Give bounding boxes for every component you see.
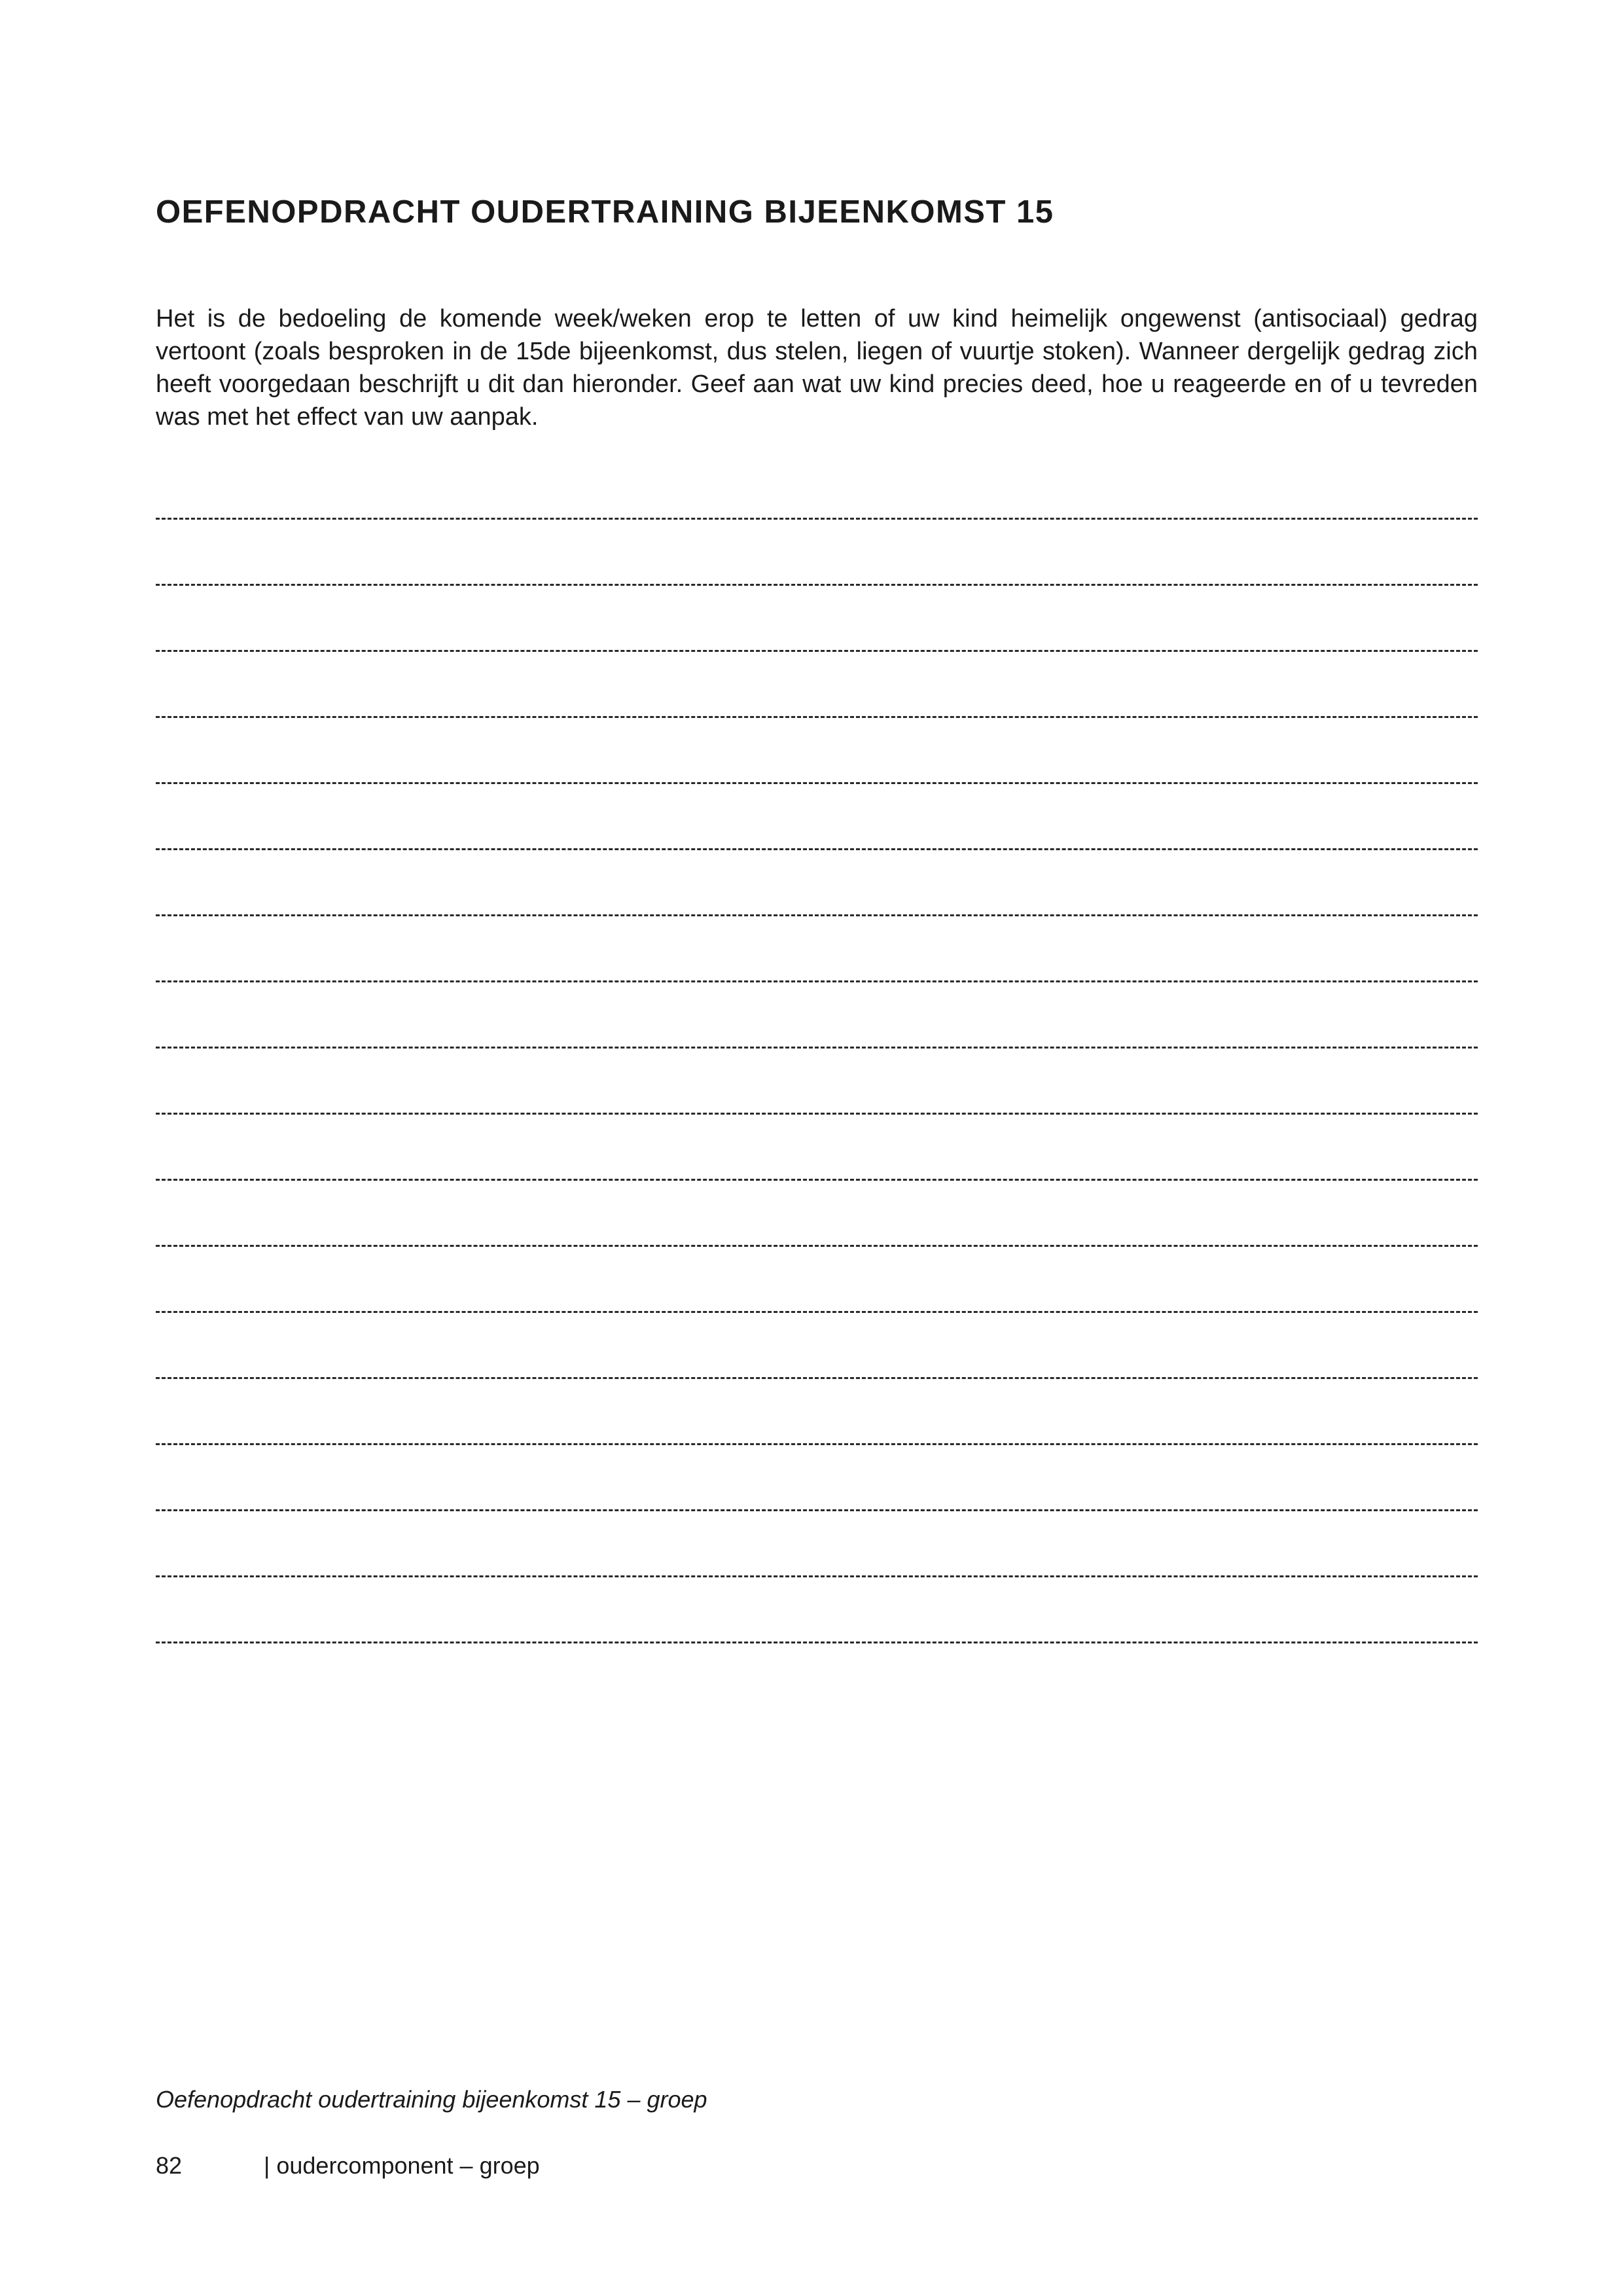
- answer-line[interactable]: [156, 716, 1478, 782]
- answer-line[interactable]: [156, 1377, 1478, 1443]
- answer-line[interactable]: [156, 1509, 1478, 1575]
- instruction-paragraph: Het is de bedoeling de komende week/weken erop te letten of uw kind heimelijk ongewenst (antisociaal) gedrag vertoont (zoals besproken in de 15de bijeenkomst, dus stelen, liegen of vuurtje stoken). Wanneer dergelijk gedrag zich heeft voorgedaan beschrijft u dit dan hieronder. Geef aan wat uw kind precies deed, hoe u reageerde en of u tevreden was met het effect van uw aanpak.: [156, 305, 1478, 431]
- answer-line[interactable]: [156, 1113, 1478, 1179]
- footer-caption: Oefenopdracht oudertraining bijeenkomst 15 – groep: [156, 2086, 707, 2113]
- answer-line[interactable]: [156, 1575, 1478, 1641]
- answer-line[interactable]: [156, 584, 1478, 650]
- page-footer: [156, 2154, 540, 2178]
- answer-line[interactable]: [156, 782, 1478, 848]
- page-number: 82: [156, 2152, 183, 2179]
- page-title: OEFENOPDRACHT OUDERTRAINING BIJEENKOMST 15: [156, 194, 1054, 230]
- answer-line[interactable]: [156, 914, 1478, 980]
- answer-line[interactable]: [156, 1311, 1478, 1377]
- answer-line[interactable]: [156, 650, 1478, 716]
- answer-line[interactable]: [156, 1245, 1478, 1311]
- answer-line[interactable]: [156, 518, 1478, 584]
- answer-line[interactable]: [156, 1641, 1478, 1708]
- answer-line[interactable]: [156, 1047, 1478, 1113]
- answer-line[interactable]: [156, 980, 1478, 1047]
- answer-line[interactable]: [156, 1179, 1478, 1245]
- running-title: | oudercomponent – groep: [264, 2152, 540, 2179]
- answer-lines: [156, 518, 1478, 1708]
- answer-line[interactable]: [156, 1443, 1478, 1509]
- answer-line[interactable]: [156, 848, 1478, 914]
